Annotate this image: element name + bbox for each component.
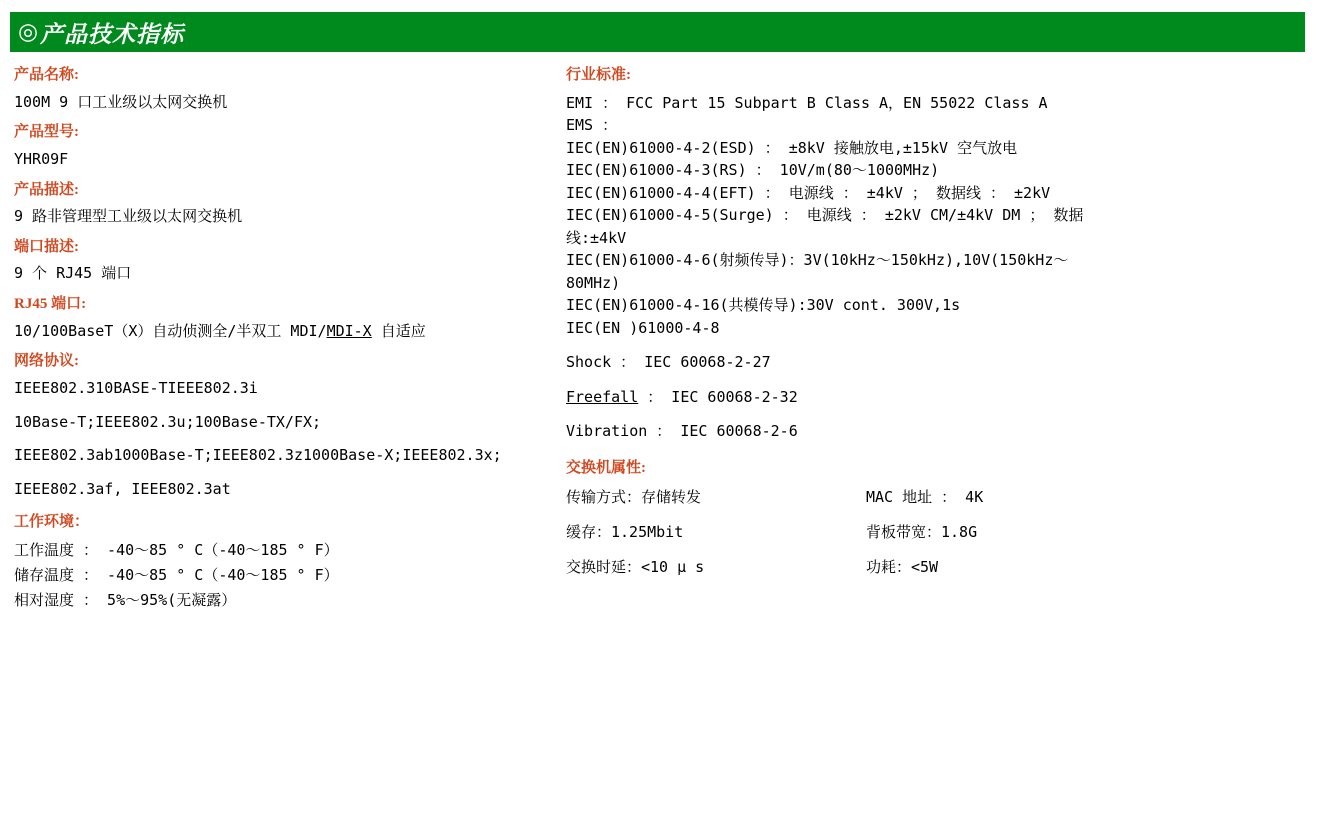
- right-column: [566, 62, 1306, 577]
- network-protocol-line-1: IEEE802.310BASE-TIEEE802.3i: [14, 378, 258, 397]
- rj45-port-value: [14, 321, 559, 343]
- attr-transmission-mode: 传输方式：存储转发: [566, 488, 702, 506]
- port-description-label: 端口描述:: [14, 238, 79, 255]
- rj45-value-underlined: MDI-X: [326, 321, 372, 340]
- freefall-line: [566, 386, 1306, 409]
- attr-switch-latency: 交换时延：<10 μ s: [566, 558, 705, 576]
- product-model-label: 产品型号:: [14, 124, 79, 141]
- standard-line-surge: IEC(EN)61000-4-5(Surge) ： 电源线 ： ±2kV CM/±4kV DM ； 数据: [566, 206, 1084, 224]
- standard-line-esd: IEC(EN)61000-4-2(ESD) ： ±8kV 接触放电,±15kV 空气放电: [566, 138, 1018, 157]
- product-description-label: 产品描述:: [14, 181, 79, 198]
- freefall-label: Freefall: [566, 387, 639, 406]
- rj45-port-label: RJ45 端口:: [14, 296, 87, 312]
- product-model-value: YHR09F: [14, 149, 69, 168]
- product-description-value: 9 路非管理型工业级以太网交换机: [14, 207, 243, 225]
- storage-temperature-line: 储存温度 ： -40～85 ° C（-40～185 ° F）: [14, 566, 339, 584]
- standard-line-cs-cont: 80MHz): [566, 273, 621, 292]
- product-name-label: 产品名称:: [14, 67, 79, 83]
- network-protocol-line-4: IEEE802.3af, IEEE802.3at: [14, 480, 231, 498]
- standard-line-common-mode: IEC(EN)61000-4-16(共模传导):30V cont. 300V,1s: [566, 296, 961, 314]
- switch-attributes-label: 交换机属性:: [566, 459, 646, 476]
- standard-line-cs: IEC(EN)61000-4-6(射频传导)：3V(10kHz～150kHz),10V(150kHz～: [566, 251, 1069, 269]
- network-protocol-line-3: IEEE802.3ab1000Base-T;IEEE802.3z1000Base-X;IEEE802.3x;: [14, 446, 502, 465]
- standard-line-surge-cont: 线:±4kV: [566, 228, 627, 247]
- standard-line-ems: EMS ：: [566, 116, 618, 134]
- rj45-value-prefix: 10/100BaseT（X）自动侦测全/半双工 MDI/: [14, 321, 327, 340]
- freefall-value: ： IEC 60068-2-32: [638, 387, 798, 406]
- target-circle-icon: ◎: [18, 18, 39, 45]
- operating-temperature-line: 工作温度 ： -40～85 ° C（-40～185 ° F）: [14, 541, 339, 560]
- standard-line-emi: EMI ： FCC Part 15 Subpart B Class A，EN 55022 Class A: [566, 93, 1048, 112]
- switch-attributes-grid: [566, 486, 1306, 577]
- rj45-value-suffix: 自适应: [371, 321, 426, 340]
- page-title: 产品技术指标: [40, 21, 185, 47]
- attr-buffer: 缓存：1.25Mbit: [566, 523, 684, 541]
- industry-standard-label: 行业标准:: [566, 67, 631, 83]
- network-protocol-label: 网络协议:: [14, 353, 79, 370]
- relative-humidity-line: 相对湿度 ： 5%～95%(无凝露）: [14, 590, 237, 609]
- shock-line: Shock ： IEC 60068-2-27: [566, 353, 771, 371]
- standard-line-eft: IEC(EN)61000-4-4(EFT) ： 电源线 ： ±4kV ； 数据线 ： ±2kV: [566, 183, 1051, 202]
- operating-environment-label: 工作环境：: [14, 513, 90, 530]
- attr-mac-address: MAC 地址 ： 4K: [866, 488, 984, 506]
- network-protocol-line-2: 10Base-T;IEEE802.3u;100Base-TX/FX;: [14, 412, 322, 431]
- port-description-value: 9 个 RJ45 端口: [14, 264, 132, 283]
- vibration-line: Vibration ： IEC 60068-2-6: [566, 422, 798, 440]
- standard-line-rs: IEC(EN)61000-4-3(RS) ： 10V/m(80～1000MHz): [566, 161, 940, 179]
- attr-backplane-bandwidth: 背板带宽：1.8G: [866, 523, 978, 541]
- page-header: [10, 12, 1305, 52]
- left-column: [14, 62, 559, 613]
- standard-line-4-8: IEC(EN )61000-4-8: [566, 318, 720, 337]
- product-name-value: 100M 9 口工业级以太网交换机: [14, 92, 228, 111]
- attr-power-consumption: 功耗：<5W: [866, 558, 939, 576]
